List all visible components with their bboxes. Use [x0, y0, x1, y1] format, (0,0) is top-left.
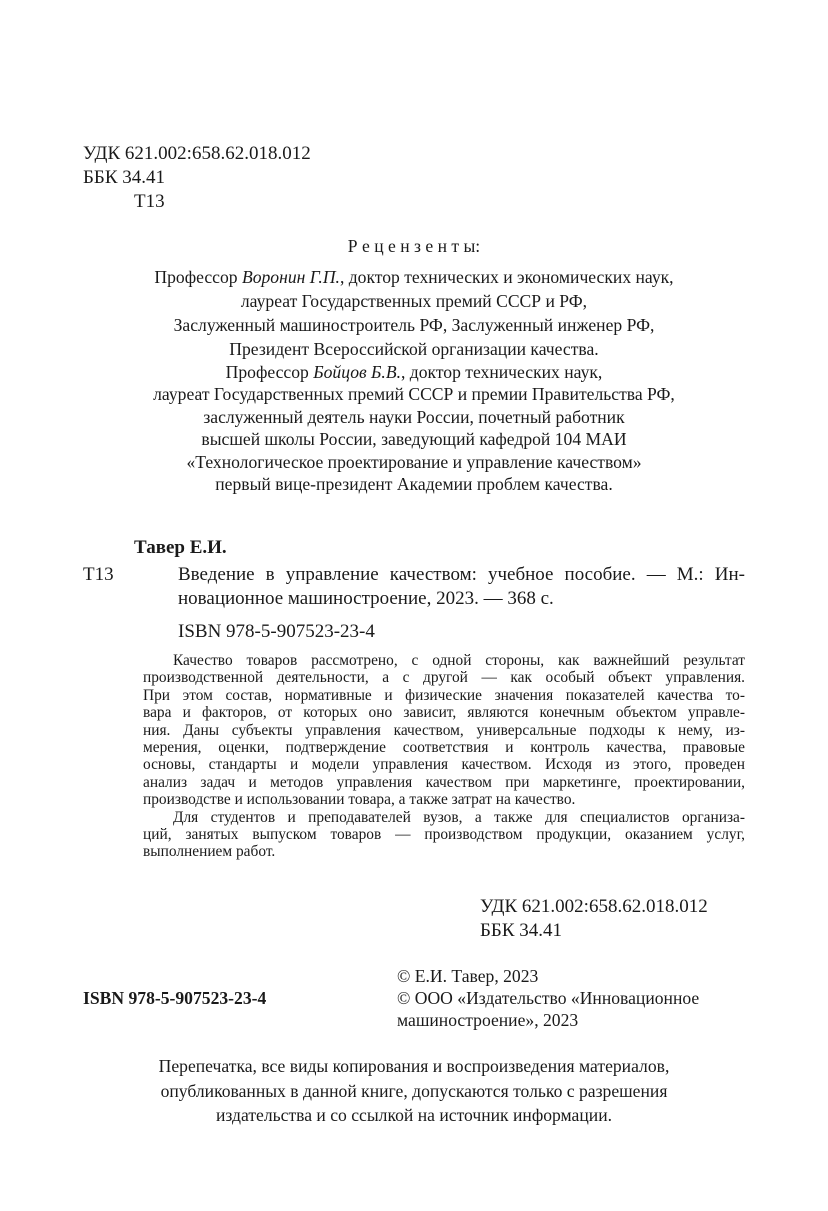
- reviewer-name: Бойцов Б.В.: [313, 362, 401, 382]
- copyright-line: © ООО «Издательство «Инновационное: [397, 988, 700, 1008]
- reviewer-text: «Технологическое проектирование и управление качеством»: [186, 451, 642, 472]
- abstract-line: ния. Даны субъекты управления качеством, универсальные подходы к нему, из-: [143, 721, 745, 739]
- reviewer-text: , доктор технических наук,: [400, 362, 603, 382]
- bbk-bottom: ББК 34.41: [480, 920, 562, 941]
- reviewer-line: [0, 269, 828, 287]
- abstract-line: Для студентов и преподавателей вузов, а также для специалистов организа-: [173, 808, 745, 826]
- notice-line: опубликованных в данной книге, допускаются только с разрешения: [160, 1081, 668, 1101]
- reviewer-line: [0, 406, 828, 427]
- reviewer-text: заслуженный деятель науки России, почетный работник: [203, 406, 625, 427]
- reviewer-line: [0, 431, 828, 449]
- abstract-line: При этом состав, нормативные и физические значения показателей качества то-: [143, 686, 745, 704]
- reviewer-line: [0, 341, 828, 359]
- reviewers-heading: Р е ц е н з е н т ы:: [347, 236, 481, 256]
- reviewer-line: [0, 476, 828, 494]
- udk-top: УДК 621.002:658.62.018.012: [83, 143, 311, 164]
- reviewer-text: первый вице-президент Академии проблем качества.: [215, 474, 613, 494]
- reviewer-text: Президент Всероссийской организации качества.: [229, 339, 599, 359]
- reviewer-line: [0, 317, 828, 335]
- reviewer-line: [0, 386, 828, 404]
- abstract-line: ций, занятых выпуском товаров — производством продукции, оказанием услуг,: [143, 826, 745, 843]
- abstract-line: анализ задач и методов управления качеством при маркетинге, проектировании,: [143, 773, 745, 791]
- abstract-line: вара и факторов, от которых оно зависит, являются конечным объектом управле-: [143, 704, 745, 722]
- reviewer-line: [0, 451, 828, 472]
- book-title-line: Введение в управление качеством: учебное пособие. — М.: Ин-: [178, 564, 745, 585]
- copyright-line: © Е.И. Тавер, 2023: [397, 966, 539, 986]
- reviewer-line: [0, 293, 828, 311]
- abstract-line: выполнением работ.: [143, 843, 276, 861]
- book-isbn: ISBN 978-5-907523-23-4: [178, 621, 375, 642]
- reviewer-text: , доктор технических и экономических наук,: [339, 267, 674, 287]
- abstract-line: Качество товаров рассмотрено, с одной стороны, как важнейший результат: [173, 652, 745, 669]
- book-author: Тавер Е.И.: [134, 537, 227, 558]
- book-title-line: новационное машиностроение, 2023. — 368 с.: [178, 588, 554, 609]
- reviewer-text: Заслуженный машиностроитель РФ, Заслуженный инженер РФ,: [173, 315, 655, 335]
- abstract-line: мерения, оценки, подтверждение соответствия и контроль качества, правовые: [143, 739, 745, 756]
- reviewer-text: Профессор: [154, 267, 242, 287]
- reviewer-text: высшей школы России, заведующий кафедрой 104 МАИ: [201, 429, 627, 450]
- abstract-line: производстве и использовании товара, а также затрат на качество.: [143, 791, 576, 809]
- abstract-line: основы, стандарты и модели управления качеством. Исходя из этого, проведен: [143, 756, 745, 774]
- isbn-bold: ISBN 978-5-907523-23-4: [83, 988, 267, 1008]
- copyright-line: машиностроение», 2023: [397, 1010, 579, 1030]
- reviewer-line: [0, 364, 828, 382]
- reviewer-text: Профессор: [225, 362, 314, 382]
- notice-line: издательства и со ссылкой на источник информации.: [215, 1105, 613, 1125]
- reviewer-name: Воронин Г.П.: [241, 267, 340, 287]
- reviewer-text: лауреат Государственных премий СССР и РФ,: [240, 291, 588, 311]
- udk-bottom: УДК 621.002:658.62.018.012: [480, 896, 708, 917]
- book-code: Т13: [83, 564, 114, 585]
- abstract-line: производственной деятельности, а с другой — как особый объект управления.: [143, 669, 745, 687]
- bbk-top: ББК 34.41: [83, 167, 165, 188]
- reviewer-text: лауреат Государственных премий СССР и премии Правительства РФ,: [153, 384, 675, 405]
- notice-line: Перепечатка, все виды копирования и воспроизведения материалов,: [158, 1056, 670, 1076]
- author-code-top: Т13: [134, 191, 165, 212]
